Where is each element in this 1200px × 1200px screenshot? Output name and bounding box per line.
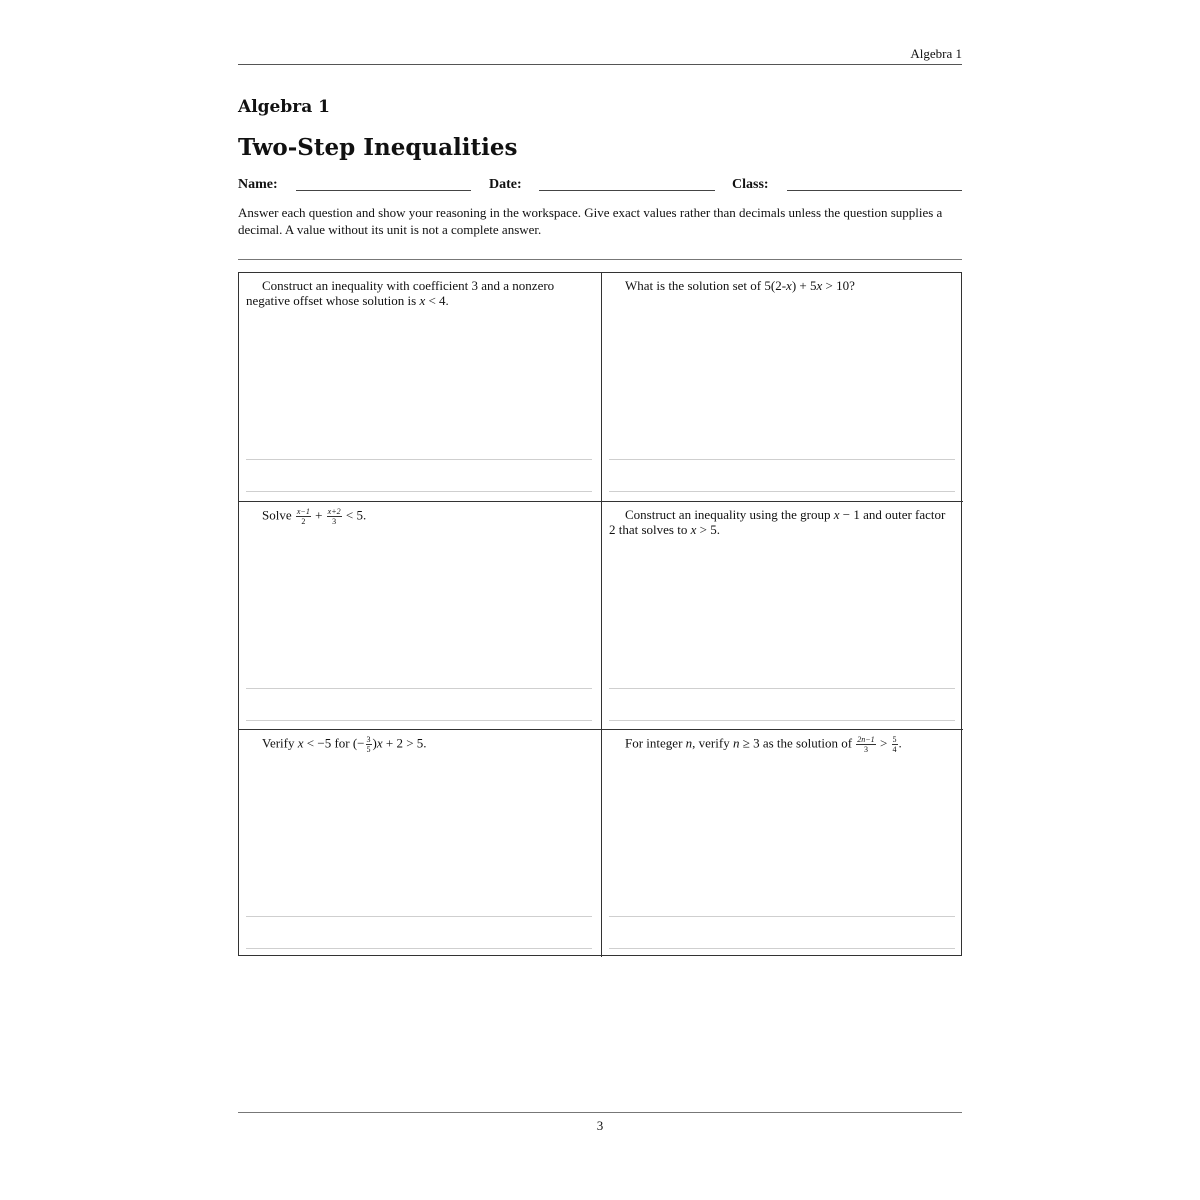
question-text-3: Solve $\frac{x-1}{2}$ + $\frac{x+2}{3}$ < 5. [262,507,367,526]
answer-line[interactable] [609,459,955,460]
date-label: Date: [489,177,522,192]
instructions: Answer each question and show your reasoning in the workspace. Give exact values rather than decimals unless the question supplies a decimal. A value without its unit is not a complete answer. [238,205,943,237]
fraction: $\frac{x+2}{3}$ [327,507,341,526]
fraction: $\frac{2n-1}{3}$ [857,735,875,754]
class-label: Class: [732,177,769,192]
header-rule [238,64,962,65]
answer-line[interactable] [609,948,955,949]
fraction: $\frac{5}{4}$ [892,735,897,754]
question-cell-4 [601,501,963,729]
answer-line[interactable] [246,916,592,917]
answer-line[interactable] [609,916,955,917]
student-info-row [238,177,962,197]
name-field[interactable] [296,190,471,191]
question-cell-6 [601,729,963,957]
page-title: Two-Step Inequalities [238,134,518,161]
fraction: $\frac{x-1}{2}$ [296,507,310,526]
question-text-4: Construct an inequality using the group x − 1 and outer factor 2 that solves to x > 5. [609,507,946,537]
answer-line[interactable] [246,459,592,460]
page-number: 3 [596,1118,604,1133]
answer-line[interactable] [246,720,592,721]
answer-line[interactable] [609,688,955,689]
fraction: $\frac{3}{5}$ [366,735,371,754]
instructions-rule [238,259,962,260]
question-text-2: What is the solution set of 5(2-x) + 5x > 10? [625,278,855,293]
answer-line[interactable] [246,948,592,949]
date-field[interactable] [539,190,715,191]
question-cell-1 [239,273,601,501]
name-label: Name: [238,177,278,192]
question-cell-5 [239,729,601,957]
question-text-6: For integer n, verify n ≥ 3 as the solution of $\frac{2n-1}{3}$ > $\frac{5}{4}$ . [625,735,902,754]
answer-line[interactable] [246,491,592,492]
question-cell-2 [601,273,963,501]
question-cell-3 [239,501,601,729]
answer-line[interactable] [609,720,955,721]
question-grid [238,272,962,956]
running-head: Algebra 1 [910,46,962,61]
class-field[interactable] [787,190,962,191]
subject-heading: Algebra 1 [238,97,330,117]
question-text-1: Construct an inequality with coefficient 3 and a nonzero negative offset whose solution is x < 4. [246,278,555,308]
answer-line[interactable] [246,688,592,689]
question-text-5: Verify x < −5 for (− $\frac{3}{5}$ )x + 2 > 5. [262,735,427,754]
footer-rule [238,1112,962,1113]
answer-line[interactable] [609,491,955,492]
